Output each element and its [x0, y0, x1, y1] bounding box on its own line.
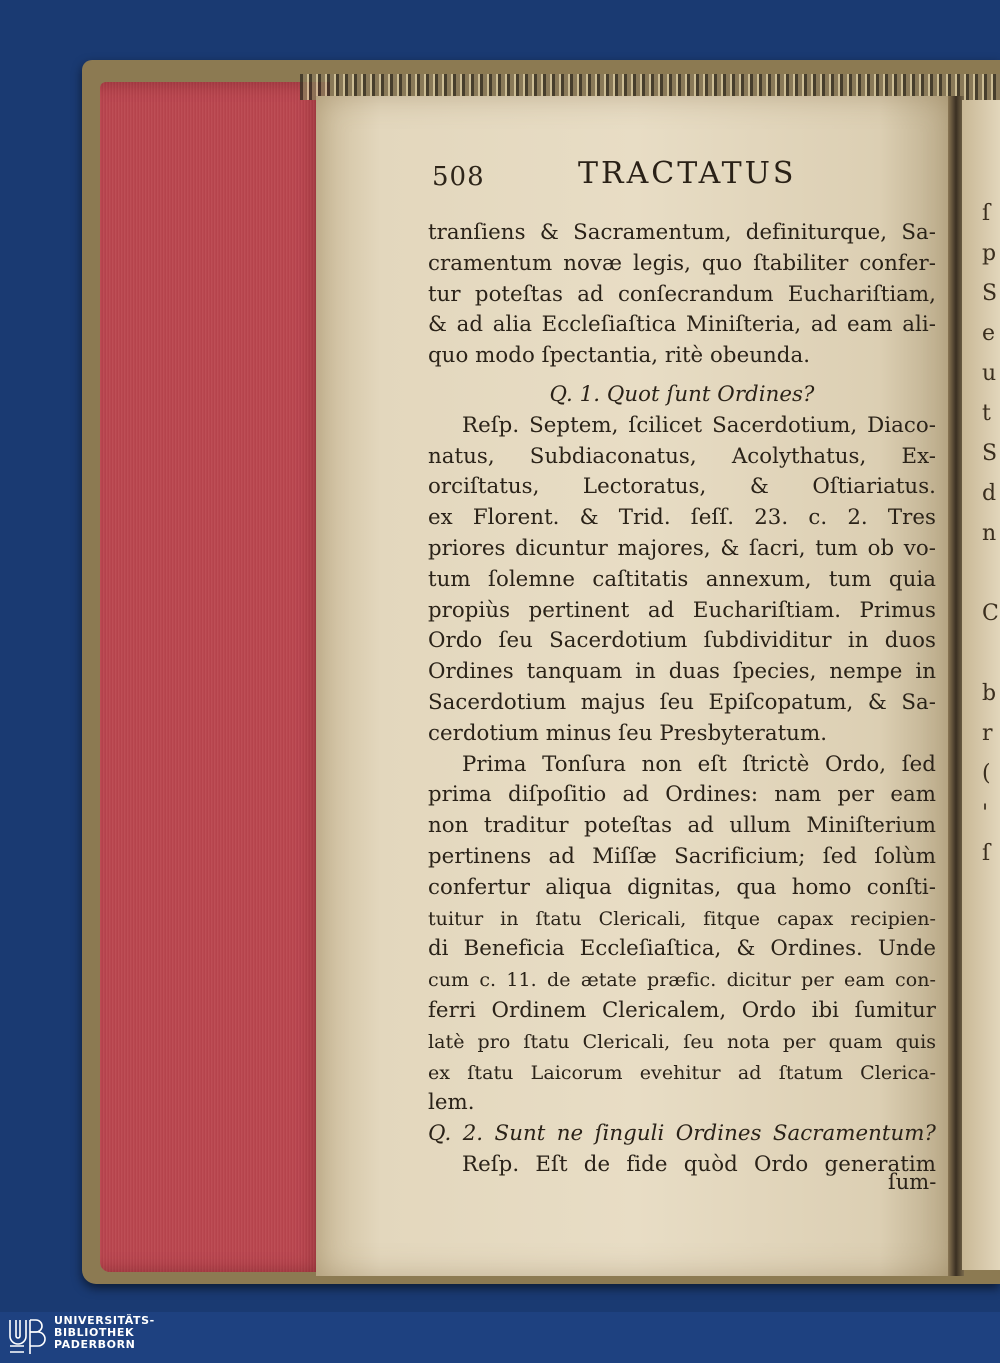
text-line: lem.: [428, 1090, 475, 1116]
facing-fragment: u: [982, 361, 997, 386]
catchword: ſum-: [888, 1170, 937, 1194]
text-line: cramentum novæ legis, quo ſtabiliter confer-: [428, 250, 936, 276]
facing-fragment: p: [982, 241, 997, 266]
text-line: quo modo ſpectantia, ritè obeunda.: [428, 343, 811, 369]
facing-page-edge: [962, 100, 1000, 1270]
text-line: cerdotium minus ſeu Presbyteratum.: [428, 720, 828, 746]
question-heading: Q. 2. Sunt ne ſinguli Ordines Sacramentum?: [428, 1121, 936, 1147]
page-number: 508: [432, 162, 485, 192]
facing-fragment: S: [982, 281, 998, 306]
facing-fragment: e: [982, 321, 996, 346]
library-name-line: UNIVERSITÄTS-: [54, 1314, 155, 1327]
text-line: orciſtatus, Lectoratus, & Oſtiariatus.: [428, 474, 936, 500]
question-heading: Q. 1. Quot ſunt Ordines?: [549, 381, 815, 407]
text-line: Prima Tonſura non eſt ſtrictè Ordo, ſed: [462, 751, 936, 777]
facing-fragment: b: [982, 681, 997, 706]
text-line: Sacerdotium majus ſeu Epiſcopatum, & Sa-: [428, 689, 936, 715]
page-text: [428, 218, 936, 1181]
facing-fragment: ſ: [982, 201, 991, 226]
facing-fragment: [962, 554, 1000, 594]
text-line: tuitur in ſtatu Clericali, fitque capax recipien-: [428, 907, 936, 930]
facing-fragment: ſ: [982, 841, 991, 866]
facing-fragment: t: [982, 401, 991, 426]
text-line: ferri Ordinem Clericalem, Ordo ibi ſumitur: [428, 997, 936, 1023]
facing-fragment: r: [982, 721, 993, 746]
text-line: confertur aliqua dignitas, qua homo conſti-: [428, 874, 936, 900]
text-line: ex Florent. & Trid. ſeſſ. 23. c. 2. Tres: [428, 505, 936, 531]
library-name-line: PADERBORN: [54, 1338, 136, 1351]
running-title: TRACTATUS: [578, 156, 797, 191]
text-line: Ordo ſeu Sacerdotium ſubdividitur in duos: [428, 628, 936, 654]
facing-fragment: d: [982, 481, 997, 506]
facing-fragment: S: [982, 441, 998, 466]
facing-fragment: [962, 634, 1000, 674]
facing-fragment: ': [982, 801, 989, 826]
text-line: latè pro ſtatu Clericali, ſeu nota per quam quis: [428, 1030, 936, 1053]
text-line: prima diſpoſitio ad Ordines: nam per eam: [428, 782, 936, 808]
text-line: Reſp. Eſt de fide quòd Ordo generatim: [462, 1151, 936, 1177]
facing-fragment: C: [982, 601, 999, 626]
text-line: & ad alia Eccleſiaſtica Miniſteria, ad eam ali-: [428, 312, 936, 338]
red-page-edges: [100, 82, 330, 1272]
facing-fragment: (: [982, 761, 991, 786]
text-line: tur poteſtas ad conſecrandum Euchariſtiam,: [428, 281, 936, 307]
text-line: tranſiens & Sacramentum, definiturque, Sa-: [428, 220, 936, 245]
text-line: di Beneficia Eccleſiaſtica, & Ordines. Unde: [428, 936, 936, 962]
text-line: tum ſolemne caſtitatis annexum, tum quia: [428, 566, 936, 592]
library-name: [54, 1315, 155, 1351]
facing-fragment: n: [982, 521, 997, 546]
text-line: pertinens ad Miſſæ Sacrificium; ſed ſolùm: [428, 843, 936, 869]
text-line: priores dicuntur majores, & ſacri, tum ob vo-: [428, 535, 936, 561]
text-line: Ordines tanquam in duas ſpecies, nempe in: [428, 659, 936, 685]
library-logo-icon: [6, 1316, 46, 1358]
text-line: natus, Subdiaconatus, Acolythatus, Ex-: [428, 443, 936, 469]
text-line: ex ſtatu Laicorum evehitur ad ſtatum Clerica-: [428, 1061, 936, 1084]
text-line: non traditur poteſtas ad ullum Miniſterium: [428, 813, 936, 839]
text-line: Reſp. Septem, ſcilicet Sacerdotium, Diaco-: [462, 412, 936, 438]
library-name-line: BIBLIOTHEK: [54, 1326, 135, 1339]
text-line: propiùs pertinent ad Euchariſtiam. Primus: [428, 597, 936, 623]
text-line: cum c. 11. de ætate præfic. dicitur per eam con-: [428, 969, 936, 992]
